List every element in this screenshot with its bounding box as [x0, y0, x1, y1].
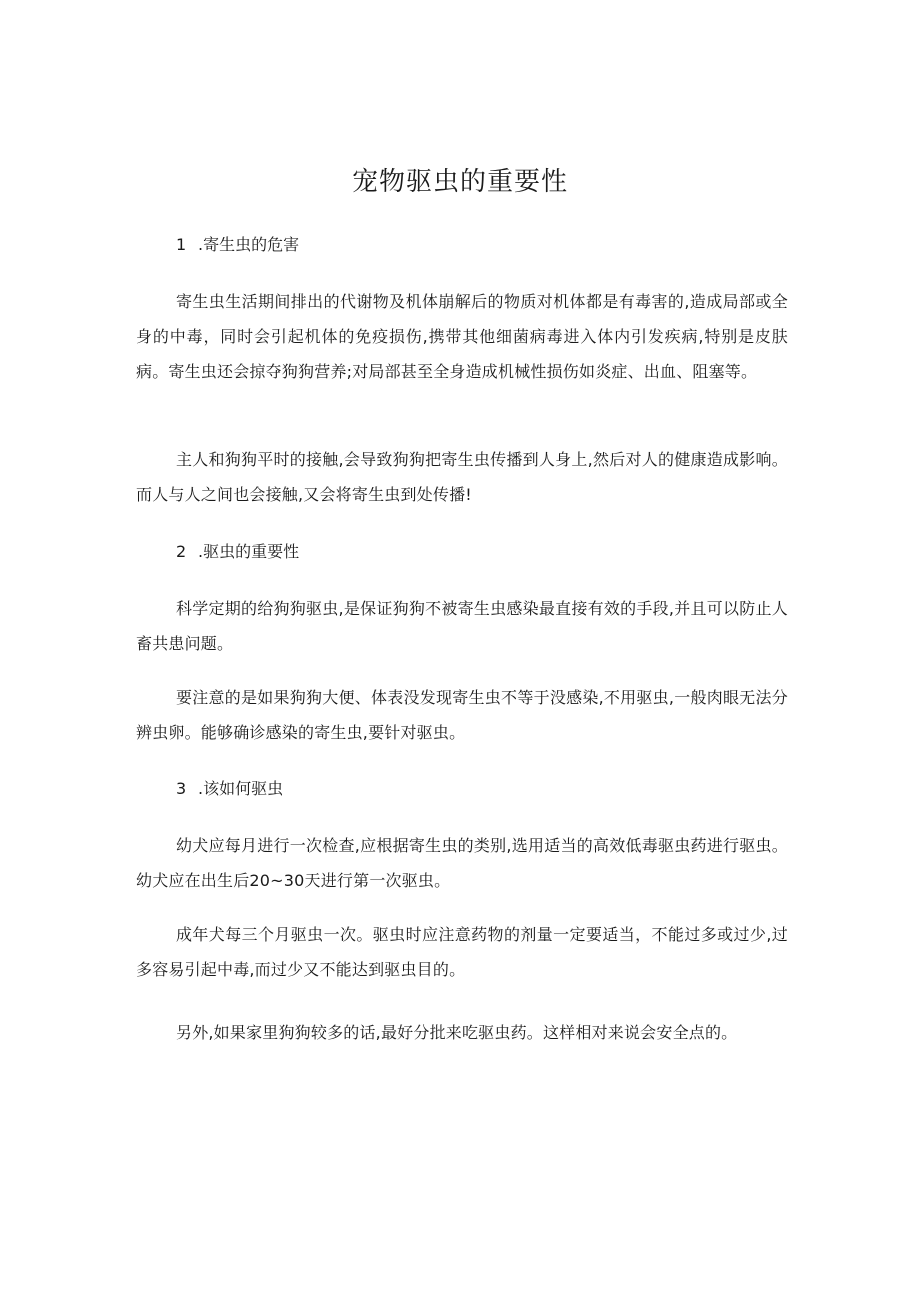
paragraph: 要注意的是如果狗狗大便、体表没发现寄生虫不等于没感染,不用驱虫,一般肉眼无法分辨虫卵。能够确诊感染的寄生虫,要针对驱虫。: [136, 688, 788, 742]
paragraph: 主人和狗狗平时的接触,会导致狗狗把寄生虫传播到人身上,然后对人的健康造成影响。而人与人之间也会接触,又会将寄生虫到处传播!: [136, 450, 788, 504]
document-title: 宠物驱虫的重要性: [351, 167, 568, 197]
paragraph: 另外,如果家里狗狗较多的话,最好分批来吃驱虫药。这样相对来说会安全点的。: [176, 1023, 738, 1042]
paragraph: 寄生虫生活期间排出的代谢物及机体崩解后的物质对机体都是有毒害的,造成局部或全身的中毒，同时会引起机体的免疫损伤,携带其他细菌病毒进入体内引发疾病,特别是皮肤病。寄生虫还会掠夺狗狗营养;对局部甚至全身造成机械性损伤如炎症、出血、阻塞等。: [136, 292, 788, 381]
section-heading-2: [176, 540, 299, 564]
paragraph: 科学定期的给狗狗驱虫,是保证狗狗不被寄生虫感染最直接有效的手段,并且可以防止人畜共患问题。: [136, 599, 788, 653]
section-heading-text: .驱虫的重要性: [198, 542, 300, 561]
section-heading-text: .寄生虫的危害: [198, 235, 300, 254]
section-number: 1: [176, 235, 187, 254]
section-heading-3: [176, 777, 283, 801]
section-number: 2: [176, 542, 187, 561]
section-heading-1: [176, 233, 299, 257]
paragraph: 幼犬应每月进行一次检查,应根据寄生虫的类别,选用适当的高效低毒驱虫药进行驱虫。幼犬应在出生后20~30天进行第一次驱虫。: [136, 836, 788, 890]
section-number: 3: [176, 779, 187, 798]
paragraph: 成年犬每三个月驱虫一次。驱虫时应注意药物的剂量一定要适当，不能过多或过少,过多容易引起中毒,而过少又不能达到驱虫目的。: [136, 925, 788, 979]
section-heading-text: .该如何驱虫: [198, 779, 284, 798]
